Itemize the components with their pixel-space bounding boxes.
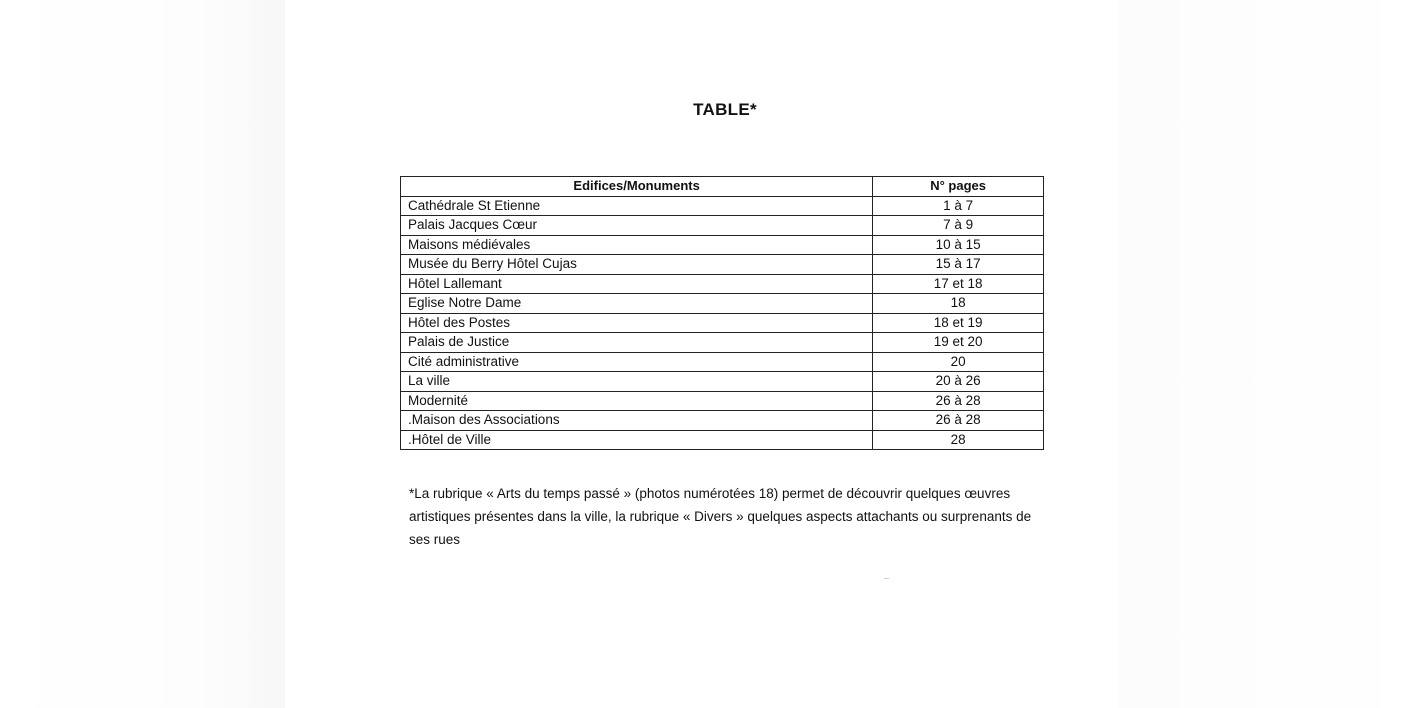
table-row (401, 255, 1044, 275)
footnote: *La rubrique « Arts du temps passé » (photos numérotées 18) permet de découvrir quelques œuvres artistiques présentes dans la ville, la rubrique « Divers » quelques aspects attachants ou surprenants de ses rues (409, 486, 1032, 547)
monument-name: Hôtel des Postes (401, 313, 873, 333)
table-row (401, 196, 1044, 216)
document-title: TABLE* (693, 100, 757, 119)
table-row (401, 391, 1044, 411)
page-range: 15 à 17 (873, 255, 1044, 275)
monument-name: Modernité (401, 391, 873, 411)
monument-name: Palais Jacques Cœur (401, 216, 873, 236)
scan-edge-left (0, 0, 285, 708)
monument-name: La ville (401, 372, 873, 392)
monument-name: Cité administrative (401, 352, 873, 372)
table-row (401, 274, 1044, 294)
page-range: 7 à 9 (873, 216, 1044, 236)
table-row (401, 411, 1044, 431)
page-range: 20 (873, 352, 1044, 372)
table-row (401, 333, 1044, 353)
monument-name: Hôtel Lallemant (401, 274, 873, 294)
page-range: 20 à 26 (873, 372, 1044, 392)
table-row (401, 216, 1044, 236)
page-range: 17 et 18 (873, 274, 1044, 294)
scan-edge-right (1118, 0, 1418, 708)
table-row (401, 294, 1044, 314)
monument-name: Eglise Notre Dame (401, 294, 873, 314)
monument-name: Palais de Justice (401, 333, 873, 353)
page-range: 1 à 7 (873, 196, 1044, 216)
monument-name: Cathédrale St Etienne (401, 196, 873, 216)
monuments-table (400, 176, 1044, 450)
page-range: 26 à 28 (873, 391, 1044, 411)
table-row (401, 313, 1044, 333)
table-row (401, 430, 1044, 450)
table-header-row (401, 177, 1044, 197)
monument-name: .Maison des Associations (401, 411, 873, 431)
monument-name: .Hôtel de Ville (401, 430, 873, 450)
page-range: 18 et 19 (873, 313, 1044, 333)
page-range: 10 à 15 (873, 235, 1044, 255)
header-pages: N° pages (873, 177, 1044, 197)
header-monuments: Edifices/Monuments (401, 177, 873, 197)
table-row (401, 372, 1044, 392)
table-row (401, 352, 1044, 372)
table-row (401, 235, 1044, 255)
scan-speck (884, 578, 889, 579)
page-range: 19 et 20 (873, 333, 1044, 353)
page-range: 28 (873, 430, 1044, 450)
page-range: 18 (873, 294, 1044, 314)
monument-name: Maisons médiévales (401, 235, 873, 255)
page-range: 26 à 28 (873, 411, 1044, 431)
monument-name: Musée du Berry Hôtel Cujas (401, 255, 873, 275)
